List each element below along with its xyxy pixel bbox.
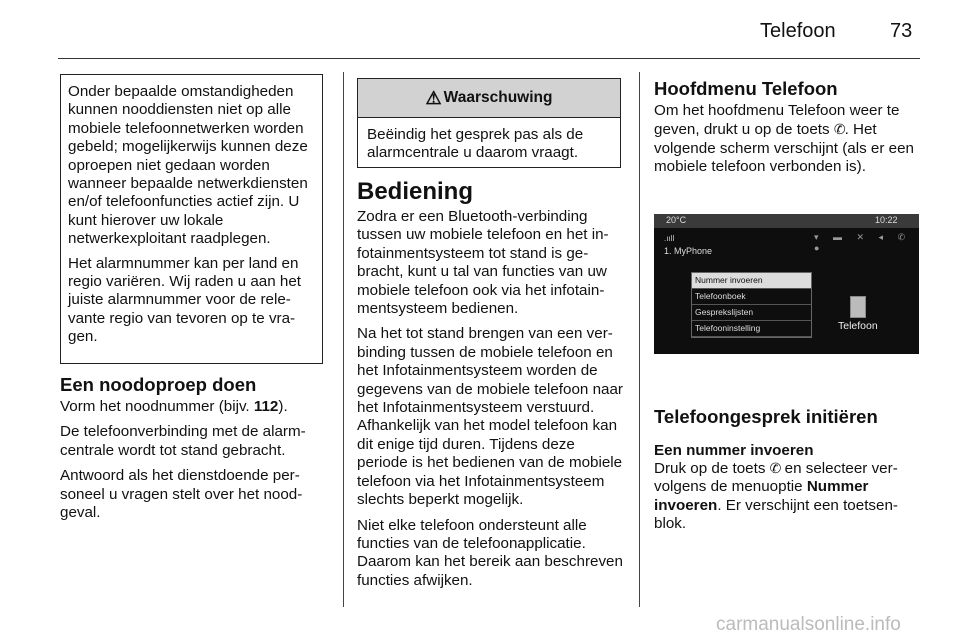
paragraph [654,459,922,534]
warning-title: Waarschuwing [443,89,553,106]
screen-status-bar [654,214,919,228]
note-box [60,74,323,364]
paragraph: De telefoonverbinding met de alarmcentrale wordt tot stand gebracht. [60,423,306,459]
warning-box [357,78,621,168]
paragraph: Na het tot stand brengen van een verbinding tussen de mobiele telefoon en het Infotainmentsysteem worden de gegevens van de mobiele telefoon naar het Infotainmentsysteem verstuurd. Afhankelijk van het model telefoon kan dit enige tijd duren. Tijdens deze periode is het bedienen van de mobiele telefoon via het Infotainmentsysteem slechts beperkt mogelijk. [357,325,623,509]
text: en selecteer vervolgens de menuoptie [654,460,898,496]
text: . Het volgende scherm verschijnt (als er een mobiele telefoon verbonden is). [654,121,914,176]
warning-text: Beëindig het gesprek pas als de alarmcentrale u daarom vraagt. [367,126,584,162]
subheading: Een nummer invoeren [654,442,814,459]
warning-header [358,79,620,118]
paragraph: Zodra er een Bluetooth-verbinding tussen uw mobiele telefoon en het infotainmentsysteem tot stand is gebracht, kunt u tal van functies van uw mobiele telefoon ook via het infotainmentsysteem bedienen. [357,208,609,318]
phone-key-icon: ✆ [769,460,781,476]
section-heading: Hoofdmenu Telefoon [654,78,838,99]
temperature: 20°C [666,215,687,225]
menu-item: Nummer invoeren [692,273,811,289]
paragraph [60,398,328,416]
emergency-section [60,374,328,529]
menu-option: Nummer invoeren [654,478,869,514]
paragraph [654,102,922,177]
page-header [0,14,960,50]
phone-name: 1. MyPhone [664,246,713,256]
note-paragraph: Het alarmnummer kan per land en regio variëren. Wij raden u aan het juiste alarmnummer voor de relevante regio van tevoren op te vragen. [68,254,302,346]
paragraph: Antwoord als het dienstdoende personeel u vragen stelt over het noodgeval. [60,467,303,522]
phone-app-label: Telefoon [838,320,878,332]
watermark: carmanualsonline.info [716,614,901,635]
menu-item: Gesprekslijsten [692,305,811,321]
main-menu-section [654,78,922,184]
header-rule [58,58,920,59]
infotainment-screenshot [654,214,919,354]
column-divider [639,72,640,607]
header-title: Telefoon [760,20,836,42]
text: . Er verschijnt een toetsenblok. [654,496,898,533]
section-heading: Bediening [357,178,474,205]
signal-icon: .ııll [664,234,675,243]
paragraph: Niet elke telefoon ondersteunt alle functies van de telefoonapplicatie. Daarom kan het bereik aan beschreven functies afwijken. [357,516,623,589]
section-heading: Een noodoproep doen [60,374,257,395]
clock: 10:22 [875,215,898,225]
page-number: 73 [890,20,913,42]
operation-section [357,178,625,597]
phone-menu [691,272,812,338]
column-divider [343,72,344,607]
text: Om het hoofdmenu Telefoon weer te geven, drukt u op de toets [654,102,900,139]
call-section [654,406,922,541]
phone-key-icon: ✆ [833,121,845,138]
text: Druk op de toets [654,460,770,477]
section-heading: Telefoongesprek initiëren [654,406,878,427]
menu-item: Telefooninstelling [692,321,811,337]
menu-item: Telefoonboek [692,289,811,305]
warning-icon: ⚠ [425,87,442,108]
text: ). [278,398,288,415]
status-icons: ▾ ▬ ✕ ◂ ✆ ● [814,232,912,253]
phone-app-icon [850,296,866,318]
emergency-number: 112 [253,398,279,415]
note-paragraph: Onder bepaalde omstandigheden kunnen nooddiensten niet op alle mobiele telefoonnetwerken worden gebeld; mogelijkerwijs kunnen deze oproepen niet gedaan worden wanneer bepaalde netwerkdiensten en/of telefoonfuncties actief zijn. U kunt hierover uw lokale netwerkexploitant raadplegen. [68,83,308,248]
text: Vorm het noodnummer (bijv. [60,398,254,415]
